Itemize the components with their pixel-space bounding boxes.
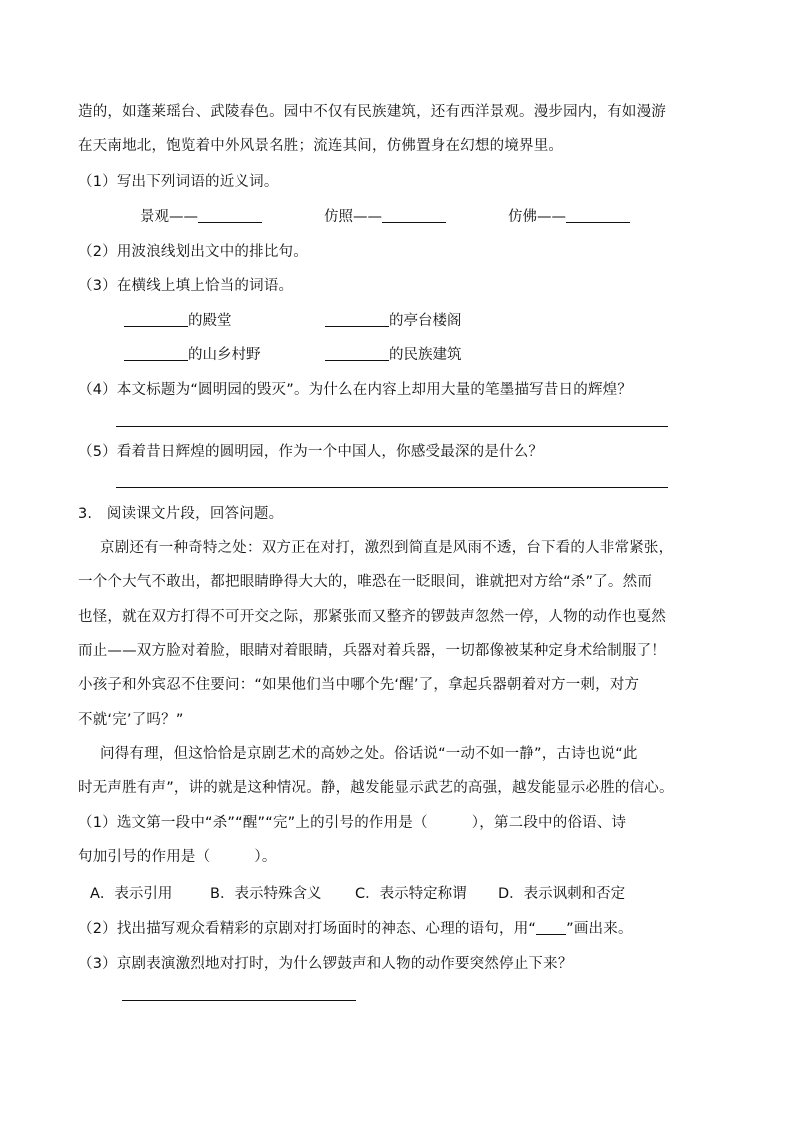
- answer-line[interactable]: [116, 426, 668, 427]
- question-4-prompt: （4）本文标题为“圆明园的毁灭”。为什么在内容上却用大量的笔墨描写昔日的辉煌？: [78, 382, 633, 398]
- fill-item: [124, 309, 232, 330]
- fill-item: [325, 343, 462, 364]
- passage-line: 一个个大气不敢出，都把眼睛睁得大大的，唯恐在一眨眼间，谁就把对方给“杀”了。然而: [78, 574, 653, 590]
- fill-item: [124, 343, 261, 364]
- option-b[interactable]: B．表示特殊含义: [210, 886, 322, 902]
- section-3-question-1-cont: 句加引号的作用是（ ）。: [78, 849, 277, 865]
- fill-word: 的山乡村野: [188, 347, 261, 363]
- synonym-item: [324, 205, 446, 226]
- section-3-heading: 3. 阅读课文片段，回答问题。: [78, 506, 284, 522]
- option-a[interactable]: A．表示引用: [90, 886, 173, 902]
- answer-line[interactable]: [116, 487, 668, 488]
- question-text: ”画出来。: [566, 921, 633, 937]
- section-3-question-3: （3）京剧表演激烈地对打时，为什么锣鼓声和人物的动作要突然停止下来？: [78, 956, 573, 972]
- passage-line: 时无声胜有声”，讲的就是这种情况。静，越发能显示武艺的高强，越发能显示必胜的信心。: [78, 780, 674, 796]
- question-text: （2）找出描写观众看精彩的京剧对打场面时的神态、心理的语句，用“: [78, 921, 537, 937]
- answer-blank[interactable]: [124, 346, 188, 361]
- question-5-prompt: （5）看着昔日辉煌的圆明园，作为一个中国人，你感受最深的是什么？: [78, 444, 544, 460]
- fill-word: 的民族建筑: [389, 347, 462, 363]
- section-3-question-2: [78, 917, 633, 938]
- answer-line[interactable]: [122, 1000, 356, 1001]
- question-3-prompt: （3）在横线上填上恰当的词语。: [78, 278, 294, 294]
- passage-line: 问得有理，但这恰恰是京剧艺术的高妙之处。俗话说“一动不如一静”，古诗也说“此: [100, 746, 638, 762]
- fill-item: [325, 309, 462, 330]
- passage-line: 京剧还有一种奇特之处：双方正在对打，激烈到简直是风雨不透，台下看的人非常紧张，: [100, 540, 674, 556]
- answer-blank[interactable]: [198, 208, 262, 223]
- question-2-prompt: （2）用波浪线划出文中的排比句。: [78, 244, 308, 260]
- synonym-word: 仿佛——: [508, 209, 566, 225]
- passage-line: 在天南地北，饱览着中外风景名胜；流连其间，仿佛置身在幻想的境界里。: [78, 138, 564, 154]
- synonym-item: [508, 205, 630, 226]
- answer-blank[interactable]: [325, 312, 389, 327]
- option-d[interactable]: D．表示讽刺和否定: [498, 886, 626, 902]
- synonym-word: 景观——: [140, 209, 198, 225]
- answer-blank[interactable]: [566, 208, 630, 223]
- fill-word: 的亭台楼阁: [389, 313, 462, 329]
- synonym-item: [140, 205, 262, 226]
- passage-line: 而止——双方脸对着脸，眼睛对着眼睛，兵器对着兵器，一切都像被某种定身术给制服了！: [78, 643, 666, 659]
- passage-line: 不就‘完’了吗？”: [78, 712, 184, 728]
- option-c[interactable]: C．表示特定称谓: [355, 886, 467, 902]
- question-1-prompt: （1）写出下列词语的近义词。: [78, 174, 279, 190]
- answer-blank[interactable]: [382, 208, 446, 223]
- synonym-word: 仿照——: [324, 209, 382, 225]
- underline-sample: [536, 920, 566, 935]
- section-3-question-1: （1）选文第一段中“杀”“醒”“完”上的引号的作用是（ ），第二段中的俗语、诗: [78, 815, 627, 831]
- answer-blank[interactable]: [124, 312, 188, 327]
- fill-word: 的殿堂: [188, 313, 232, 329]
- passage-line: 也怪，就在双方打得不可开交之际，那紧张而又整齐的锣鼓声忽然一停，人物的动作也戛然: [78, 609, 666, 625]
- answer-blank[interactable]: [325, 346, 389, 361]
- passage-line: 小孩子和外宾忍不住要问：“如果他们当中哪个先‘醒’了，拿起兵器朝着对方一刺，对方: [78, 677, 640, 693]
- passage-line: 造的，如蓬莱瑶台、武陵春色。园中不仅有民族建筑，还有西洋景观。漫步园内，有如漫游: [78, 104, 666, 120]
